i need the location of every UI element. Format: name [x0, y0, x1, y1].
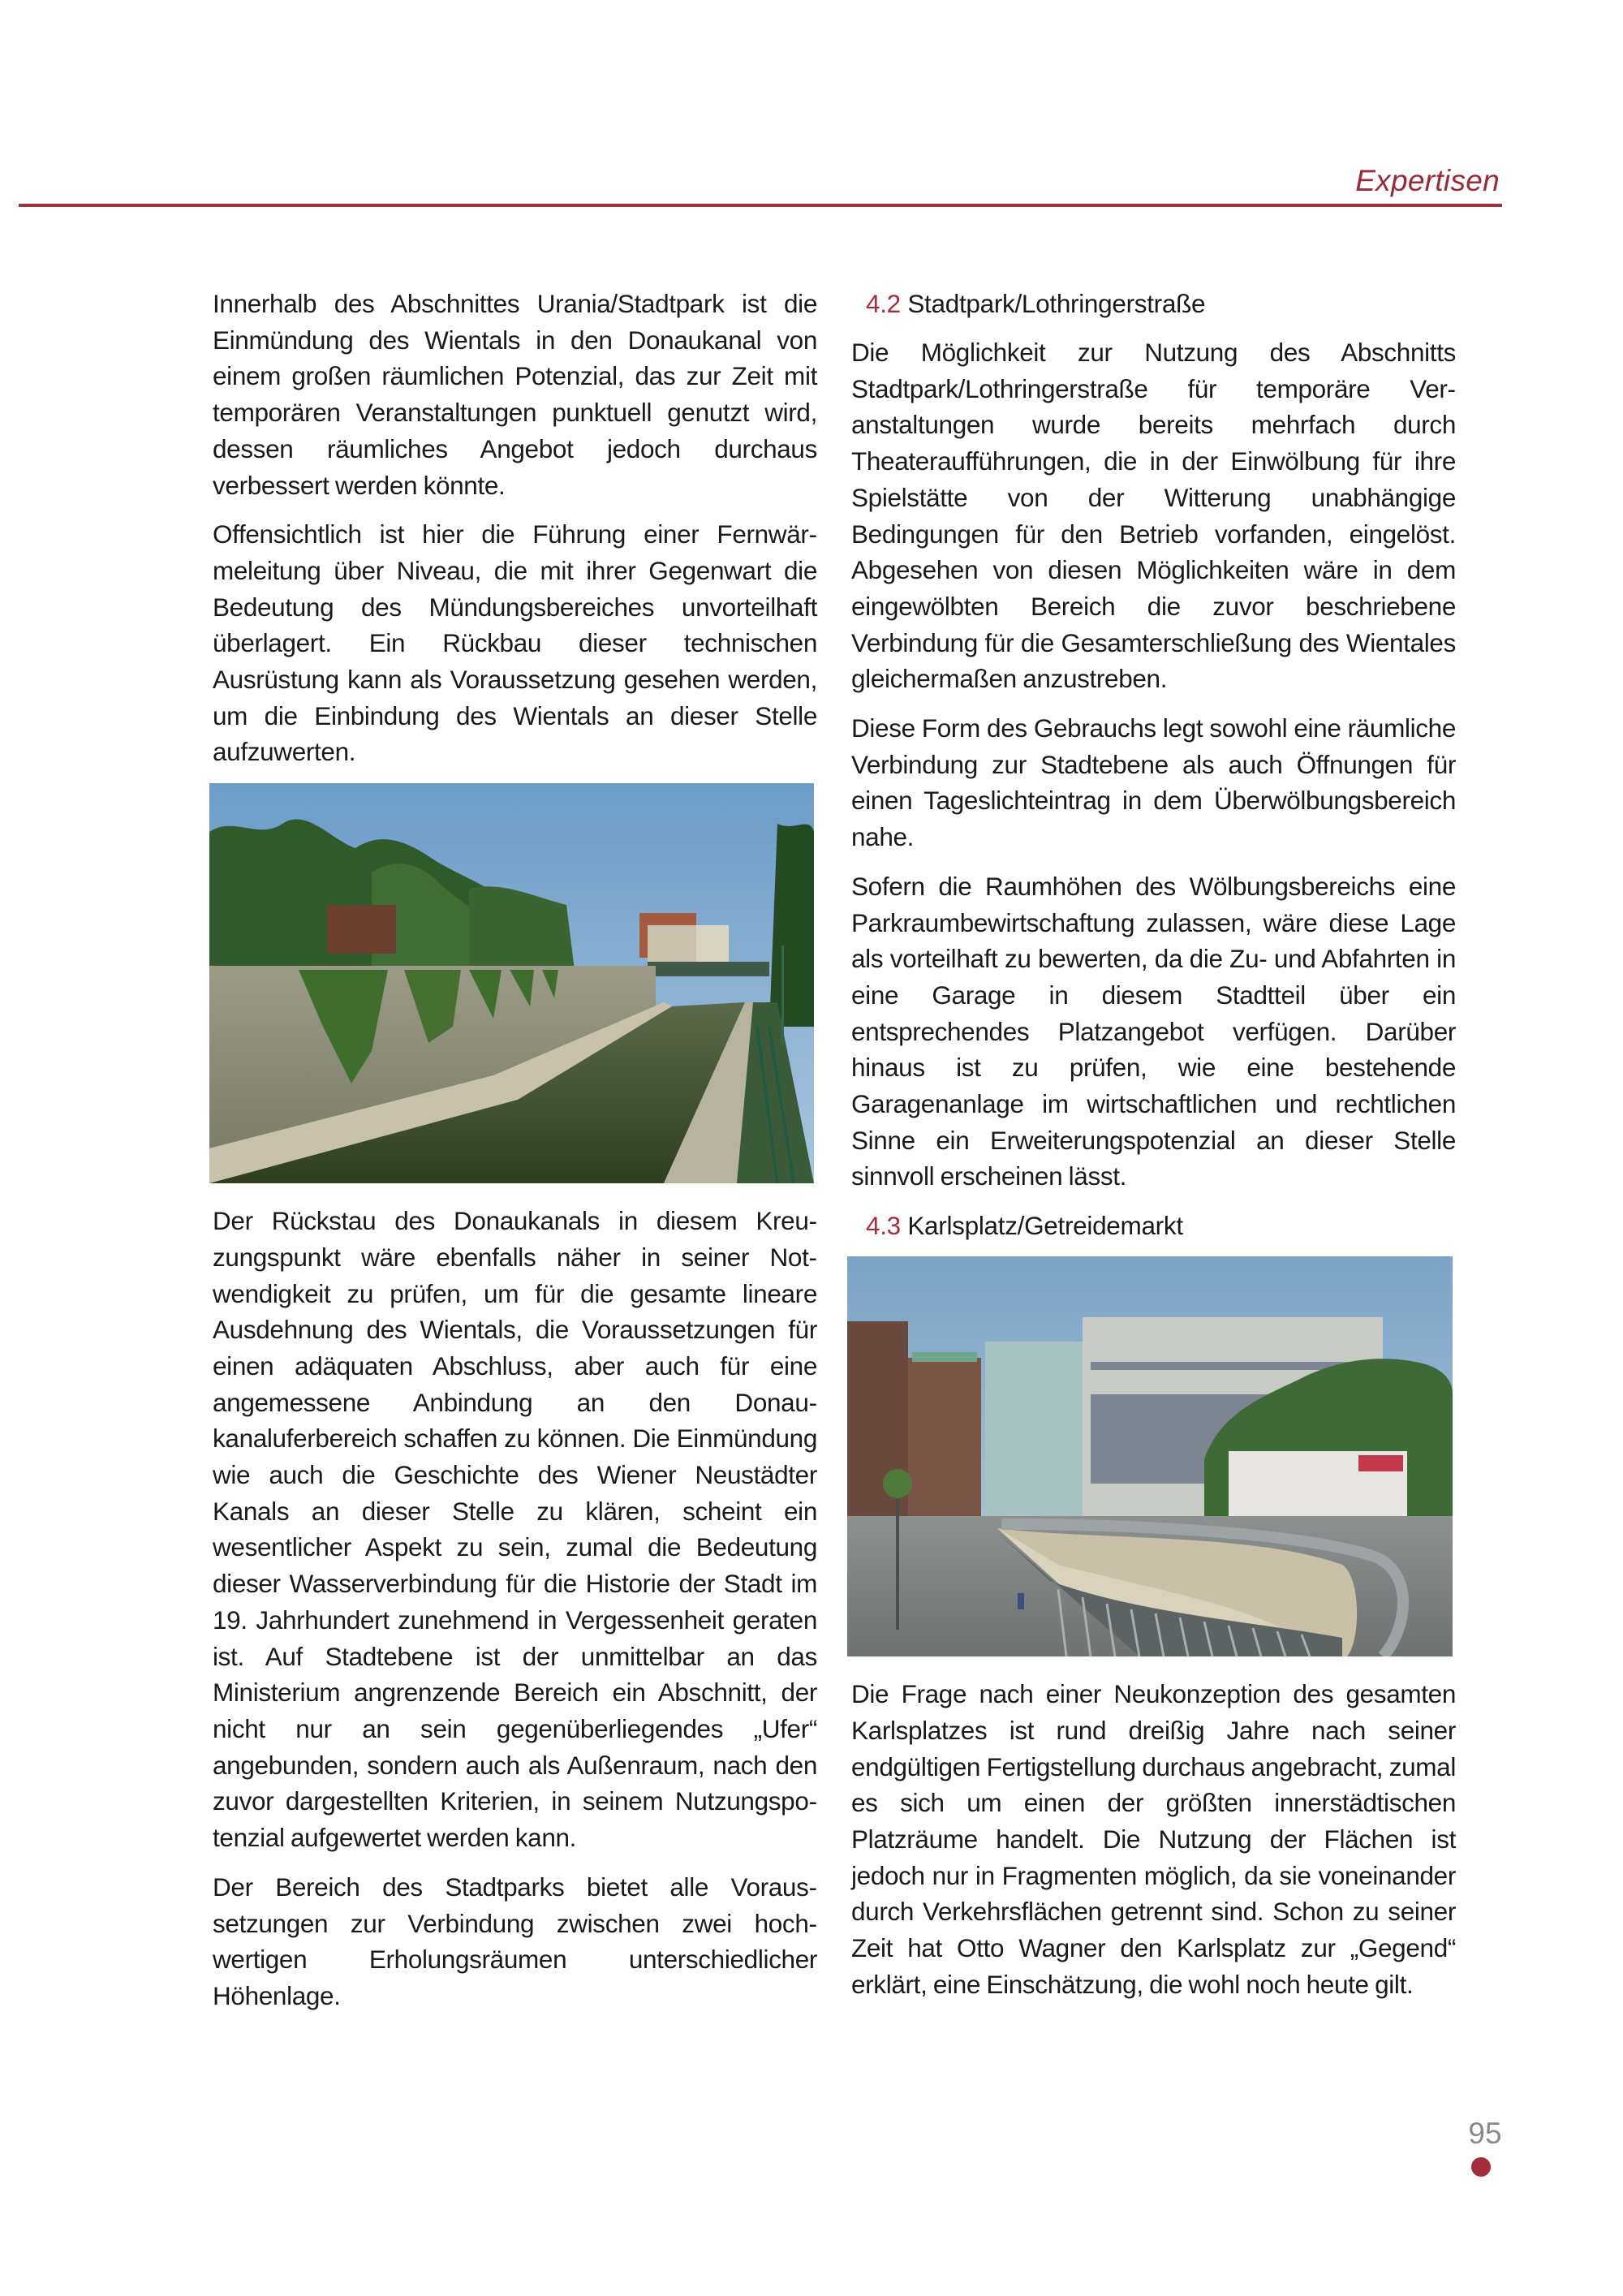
right-column — [851, 286, 1456, 2016]
running-header-section-label: Expertisen — [1355, 164, 1500, 197]
page-marker-dot — [1471, 2157, 1491, 2177]
page-number: 95 — [1468, 2117, 1502, 2150]
paragraph-raumhoehen: Sofern die Raumhöhen des Wölbungsbereichs eine Parkraumbewirtschaftung zulassen, wäre diese Lage als vorteilhaft zu bewerten, da die Zu- und Abfahrten in eine Garage in diesem Stadtteil über ein entsprechendes Platzangebot verfügen. Darüber hinaus ist zu prüfen, wie eine bestehende Garagenanlage im wirtschaftlichen und rechtlichen Sinne ein Erweiterungspotenzial an dieser Stelle sinnvoll erscheinen lässt. — [851, 871, 1456, 1191]
section-title: Stadtpark/Lothringerstraße — [907, 289, 1206, 318]
section-heading-4-3 — [866, 1208, 1456, 1243]
karlsplatz-photo-illustration — [847, 1256, 1453, 1656]
paragraph-urania-stadtpark: Innerhalb des Abschnittes Urania/Stadtpark ist die Einmündung des Wientals in den Donaukanal von einem großen räumlichen Potenzial, das zur Zeit mit temporären Veranstaltungen punktuell genutzt wird, dessen räumliches Angebot jedoch durchaus verbessert werden könnte. — [213, 289, 817, 500]
paragraph-form-gebrauch: Diese Form des Gebrauchs legt sowohl eine räumliche Verbindung zur Stadtebene als auch Öffnungen für einen Tageslichteintrag in dem Überwölbungsbereich nahe. — [851, 713, 1456, 852]
header-divider — [19, 204, 1502, 207]
paragraph-bereich-stadtpark: Der Bereich des Stadtparks bietet alle Voraussetzungen zur Verbindung zwischen zwei hochwertigen Erholungsräumen unterschiedlicher Höhenlage. — [213, 1872, 817, 2010]
left-column — [213, 286, 817, 2027]
photo-wien-river-canal — [209, 783, 814, 1183]
section-title: Karlsplatz/Getreidemarkt — [907, 1211, 1183, 1241]
section-heading-4-2 — [866, 286, 1456, 321]
paragraph-moeglichkeit-nutzung: Die Möglichkeit zur Nutzung des Abschnitts Stadtpark/Lothringerstraße für temporäre Veranstaltungen wurde bereits mehrfach durch Theateraufführungen, die in der Einwölbung für ihre Spielstätte von der Witterung unabhängige Bedingungen für den Betrieb vorfanden, eingelöst. Abgesehen von diesen Möglichkeiten wäre in dem eingewölbten Bereich die zuvor beschriebene Verbindung für die Gesamterschließung des Wientales gleichermaßen anzustreben. — [851, 338, 1456, 694]
paragraph-rueckstau-donaukanal: Der Rückstau des Donaukanals in diesem Kreuzungspunkt wäre ebenfalls näher in seiner Notwendigkeit zu prüfen, um für die gesamte lineare Ausdehnung des Wientals, die Voraussetzungen für einen adäquaten Abschluss, aber auch für eine angemessene Anbindung an den Donaukanaluferbereich schaffen zu können. Die Einmündung wie auch die Geschichte des Wiener Neustädter Kanals an dieser Stelle zu klären, scheint ein wesentlicher Aspekt zu sein, zumal die Bedeutung dieser Wasserverbindung für die Historie der Stadt im 19. Jahrhundert zunehmend in Vergessenheit geraten ist. Auf Stadtebene ist der unmittelbar an das Ministerium angrenzende Bereich ein Abschnitt, der nicht nur an sein gegenüberliegendes „Ufer“ angebunden, sondern auch als Außenraum, nach den zuvor dargestellten Kriterien, in seinem Nutzungspotenzial aufgewertet werden kann. — [213, 1206, 817, 1853]
canal-photo-illustration — [209, 783, 814, 1183]
photo-karlsplatz — [847, 1256, 1453, 1656]
paragraph-neukonzeption-karlsplatz: Die Frage nach einer Neukonzeption des gesamten Karlsplatzes ist rund dreißig Jahre nach seiner endgültigen Fertigstellung durchaus angebracht, zumal es sich um einen der größten innerstädtischen Platzräume handelt. Die Nutzung der Flächen ist jedoch nur in Fragmenten möglich, da sie voneinander durch Verkehrsflächen getrennt sind. Schon zu seiner Zeit hat Otto Wagner den Karlsplatz zur „Gegend“ erklärt, eine Einschätzung, die wohl noch heute gilt. — [851, 1679, 1456, 1999]
section-number: 4.3 — [866, 1211, 901, 1241]
section-number: 4.2 — [866, 289, 901, 318]
paragraph-fernwaermeleitung: Offensichtlich ist hier die Führung einer Fernwärmeleitung über Niveau, die mit ihrer Gegenwart die Bedeutung des Mündungsbereiches unvorteilhaft überlagert. Ein Rückbau dieser technischen Ausrüstung kann als Voraussetzung gesehen werden, um die Einbindung des Wientals an dieser Stelle aufzuwerten. — [213, 519, 817, 767]
